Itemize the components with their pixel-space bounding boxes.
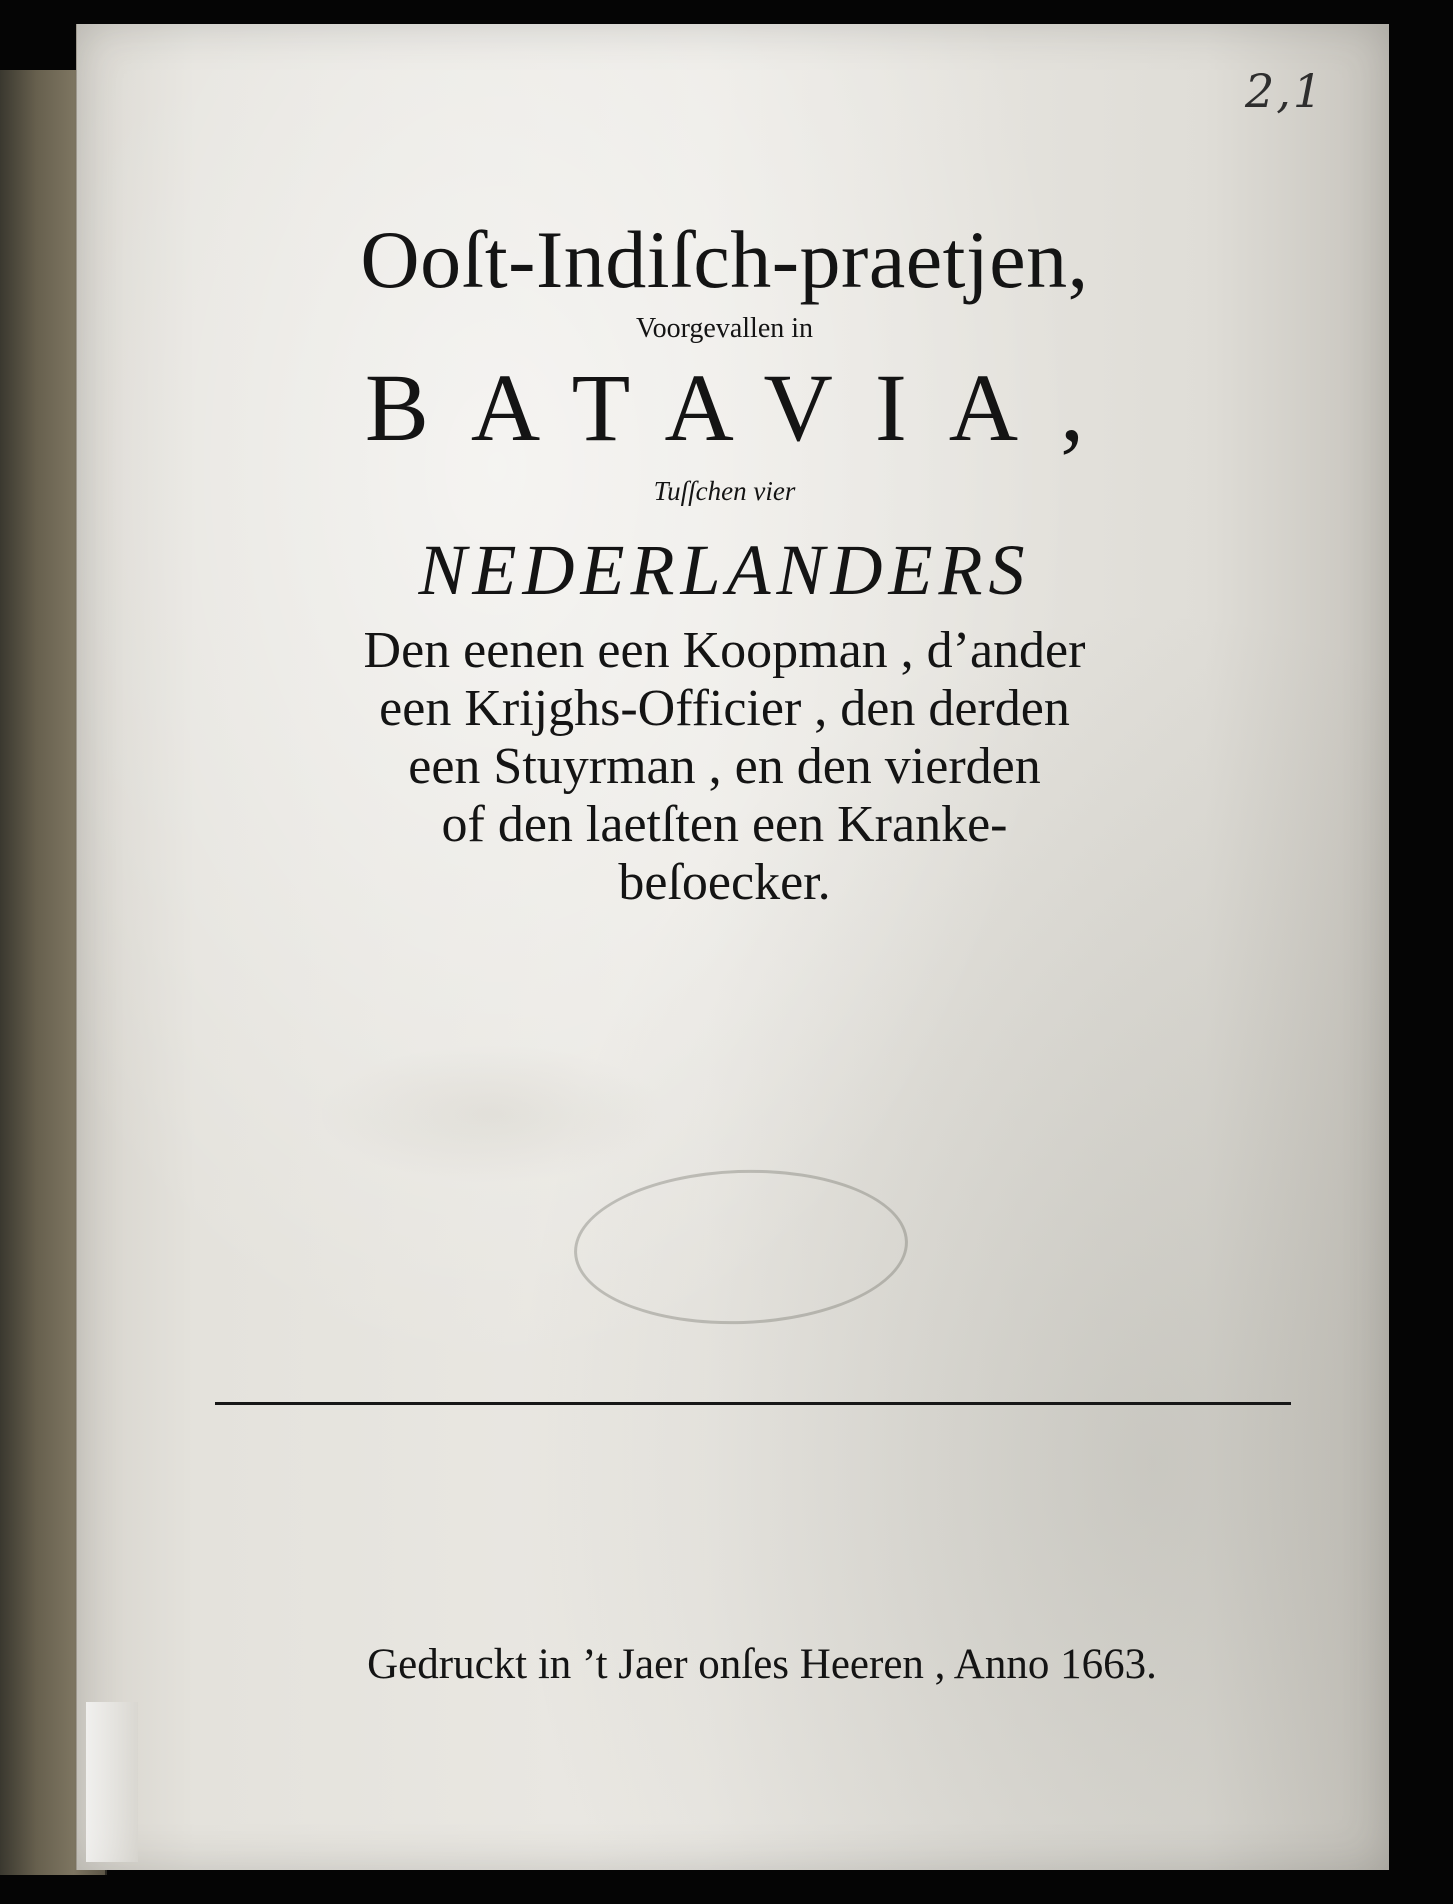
- place-name: BATAVIA,: [364, 354, 1127, 461]
- group-name: NEDERLANDERS: [418, 530, 1031, 610]
- title-page: [76, 24, 1389, 1870]
- subtitle-tusschen: Tuſſchen vier: [653, 476, 796, 506]
- description-line: een Krijghs-Officier , den derden: [379, 680, 1070, 737]
- ink-stamp: [571, 1164, 910, 1330]
- description-line: beſoecker.: [618, 854, 831, 911]
- book-title: Ooſt-Indiſch-praetjen,: [360, 214, 1089, 305]
- description-line: Den eenen een Koopman , d’ander: [363, 622, 1086, 679]
- description-line: of den laetſten een Kranke-: [441, 796, 1008, 853]
- page-corner-highlight: [86, 1702, 138, 1862]
- title-block: [177, 212, 1272, 912]
- description-line: een Stuyrman , en den vierden: [408, 738, 1041, 795]
- subtitle-voorgevallen: Voorgevallen in: [635, 313, 814, 344]
- horizontal-rule: [215, 1402, 1291, 1405]
- imprint-line: Gedruckt in ’t Jaer onſes Heeren , Anno 1663.: [367, 1641, 1157, 1688]
- handwritten-folio-mark: 2,1: [1245, 64, 1325, 118]
- paper-stain: [317, 1044, 667, 1184]
